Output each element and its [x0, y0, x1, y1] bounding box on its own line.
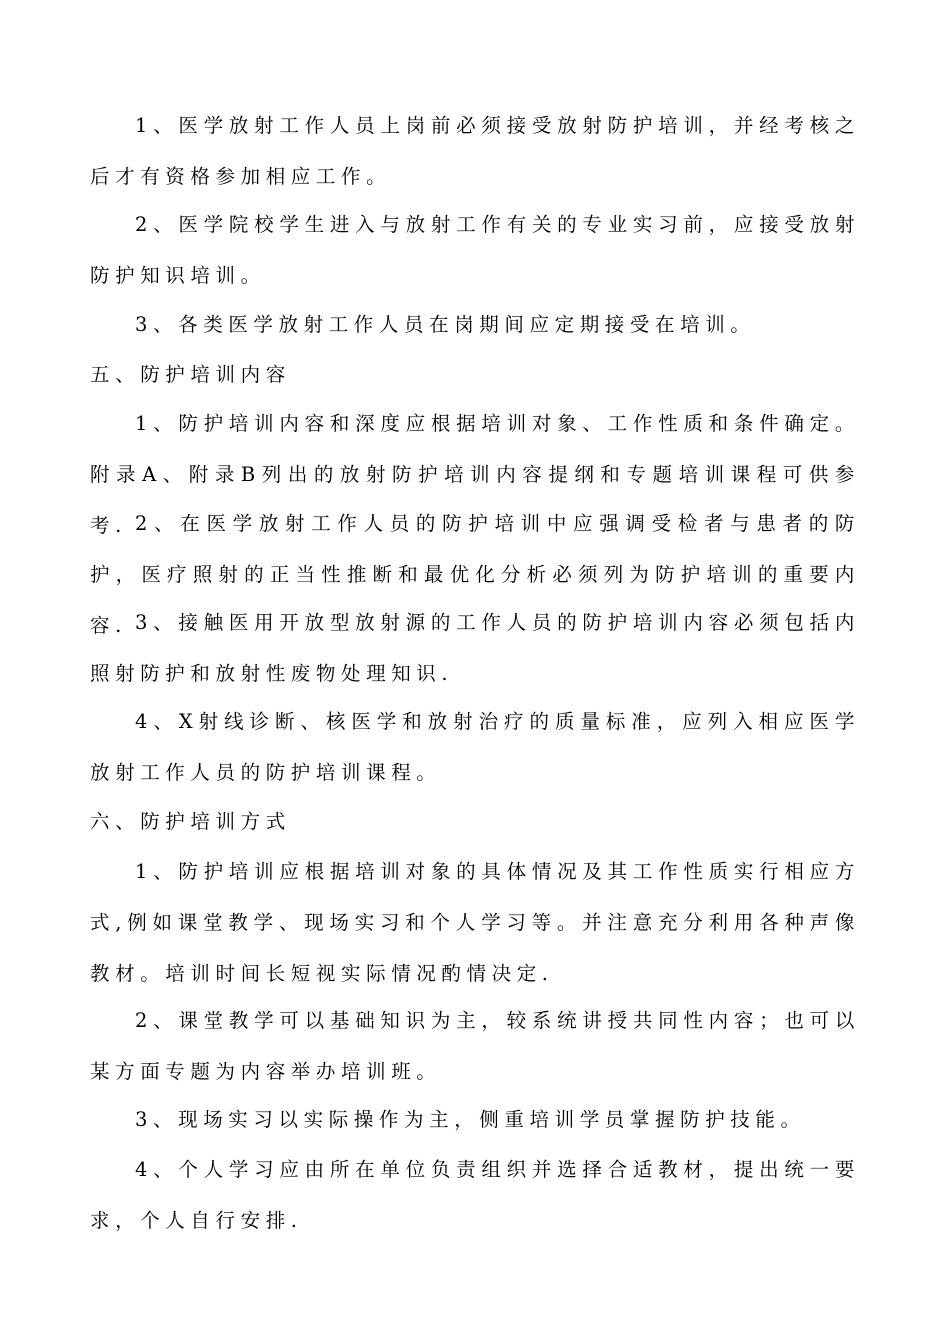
paragraph-content-2: 2、在医学放射工作人员的防护培训中应强调受检者与患者的防护，医疗照射的正当性推断和最优化分析必须列为防护培训的重要内容. — [90, 512, 860, 637]
paragraph-content-1: 1、防护培训内容和深度应根据培训对象、工作性质和条件确定。附录A、附录B列出的放射防护培训内容提纲和专题培训课程可供参考. — [90, 412, 860, 537]
paragraph-method-3: 3、现场实习以实际操作为主，侧重培训学员掌握防护技能。 — [135, 1108, 806, 1131]
paragraph-content-4: 4、X射线诊断、核医学和放射治疗的质量标准，应列入相应医学放射工作人员的防护培训课程。 — [90, 710, 860, 784]
section-heading-methods: 六、防护培训方式 — [90, 810, 291, 833]
section-heading-content: 五、防护培训内容 — [90, 363, 291, 386]
paragraph-requirement-2: 2、医学院校学生进入与放射工作有关的专业实习前，应接受放射防护知识培训。 — [90, 213, 860, 287]
paragraph-method-4: 4、个人学习应由所在单位负责组织并选择合适教材，提出统一要求，个人自行安排. — [90, 1158, 860, 1232]
paragraph-content-3: 3、接触医用开放型放射源的工作人员的防护培训内容必须包括内照射防护和放射性废物处理知识. — [90, 611, 860, 685]
paragraph-method-1: 1、防护培训应根据培训对象的具体情况及其工作性质实行相应方式,例如课堂教学、现场实习和个人学习等。并注意充分利用各种声像教材。培训时间长短视实际情况酌情决定. — [90, 860, 860, 985]
paragraph-requirement-1: 1、医学放射工作人员上岗前必须接受放射防护培训，并经考核之后才有资格参加相应工作。 — [90, 114, 860, 188]
paragraph-requirement-3: 3、各类医学放射工作人员在岗期间应定期接受在培训。 — [135, 313, 756, 336]
paragraph-method-2: 2、课堂教学可以基础知识为主，较系统讲授共同性内容；也可以某方面专题为内容举办培训班。 — [90, 1009, 860, 1083]
